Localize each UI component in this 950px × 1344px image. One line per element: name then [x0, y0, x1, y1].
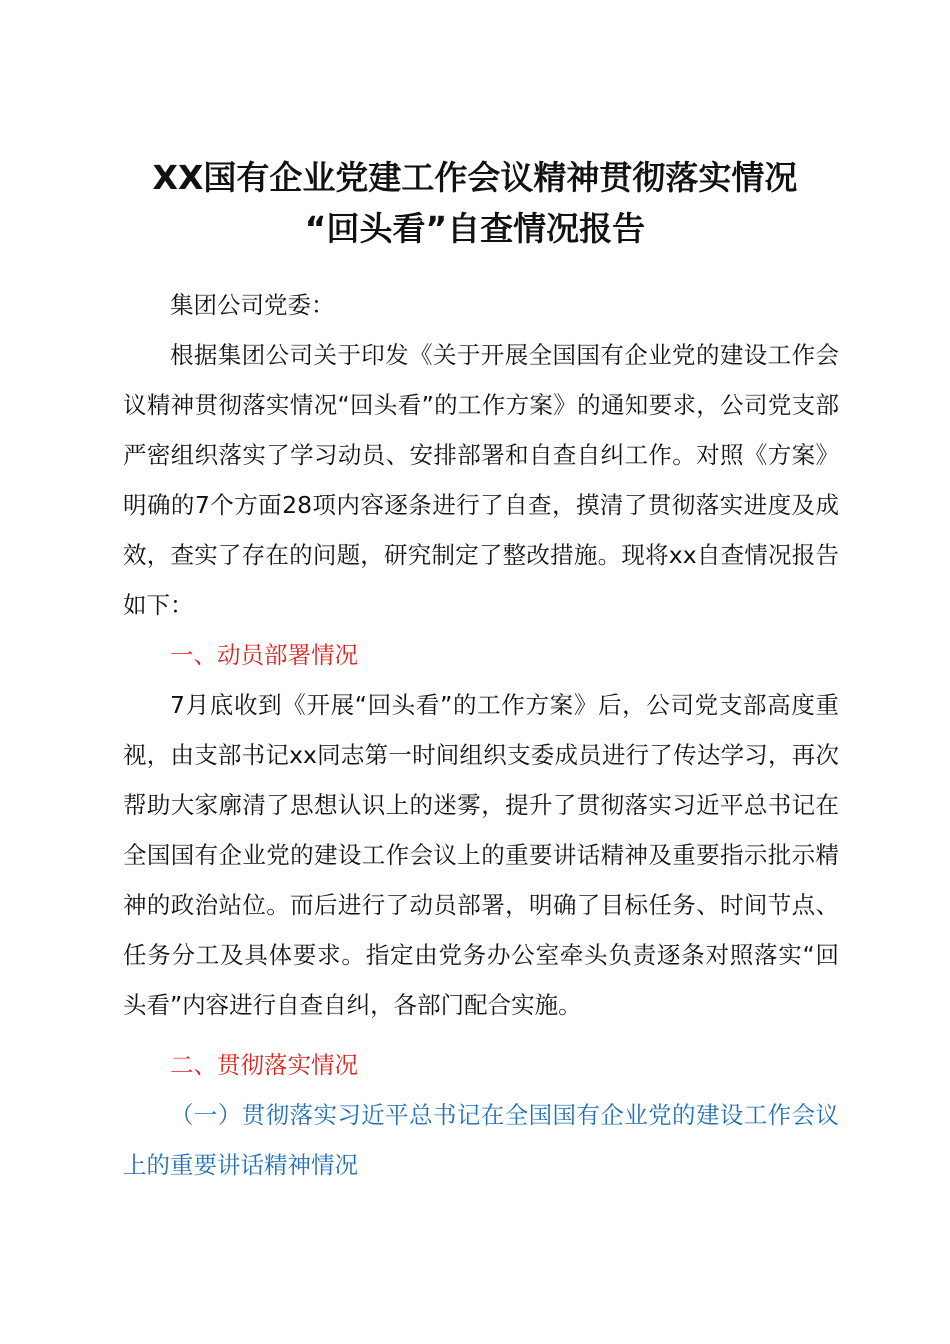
intro-paragraph: 根据集团公司关于印发《关于开展全国国有企业党的建设工作会议精神贯彻落实情况“回头看”的工作方案》的通知要求，公司党支部严密组织落实了学习动员、安排部署和自查自纠工作。对照《方案》明确的7个方面28项内容逐条进行了自查，摸清了贯彻落实进度及成效，查实了存在的问题，研究制定了整改措施。现将xx自查情况报告如下：: [123, 341, 839, 619]
salutation: 集团公司党委：: [170, 291, 335, 319]
section-1-heading: 一、动员部署情况: [170, 641, 358, 669]
section-2-heading: 二、贯彻落实情况: [170, 1051, 358, 1079]
paragraph-spacer: [123, 1030, 839, 1040]
section-1-paragraph: 7月底收到《开展“回头看”的工作方案》后，公司党支部高度重视，由支部书记xx同志第一时间组织支委成员进行了传达学习，再次帮助大家廓清了思想认识上的迷雾，提升了贯彻落实习近平总书记在全国国有企业党的建设工作会议上的重要讲话精神及重要指示批示精神的政治站位。而后进行了动员部署，明确了目标任务、时间节点、任务分工及具体要求。指定由党务办公室牵头负责逐条对照落实“回头看”内容进行自查自纠，各部门配合实施。: [123, 691, 839, 1019]
subsection-1-heading: （一）贯彻落实习近平总书记在全国国有企业党的建设工作会议上的重要讲话精神情况: [123, 1101, 839, 1179]
document-title-line-1: XX国有企业党建工作会议精神贯彻落实情况: [152, 158, 798, 197]
document-title-line-2: “回头看”自查情况报告: [304, 209, 646, 248]
document-body: [123, 280, 839, 1190]
